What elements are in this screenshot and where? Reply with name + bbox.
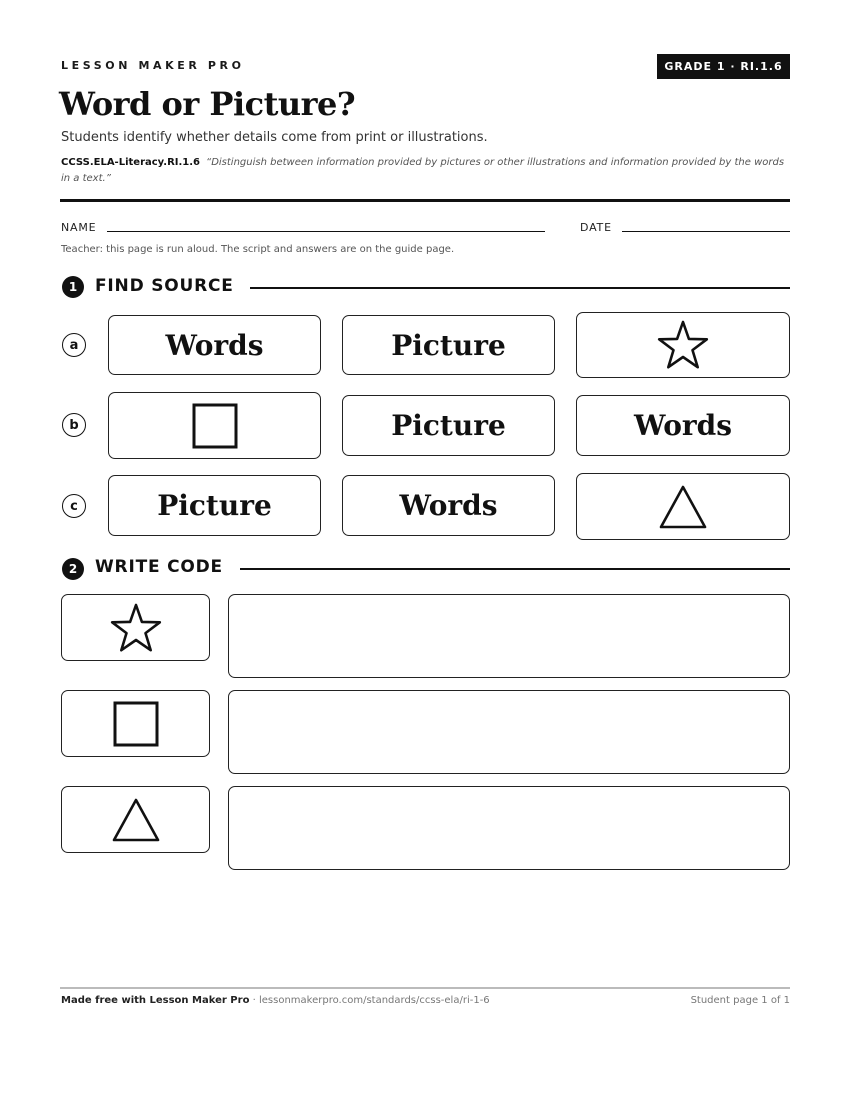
triangle-icon [658, 484, 708, 530]
name-field[interactable] [107, 231, 545, 232]
footer-separator: · [249, 995, 259, 1006]
header-divider [60, 199, 790, 202]
choice-card[interactable] [576, 312, 790, 378]
section-divider [250, 287, 790, 289]
page-subtitle: Students identify whether details come from print or illustrations. [61, 130, 488, 145]
star-icon [656, 320, 710, 370]
choice-card[interactable] [576, 395, 790, 456]
choice-word: Words [634, 409, 732, 442]
write-answer-box[interactable] [228, 594, 790, 678]
section-number: 2 [62, 558, 84, 580]
code-symbol-card [61, 690, 210, 757]
choice-card[interactable] [342, 395, 555, 456]
choice-word: Words [399, 489, 498, 522]
page-title: Word or Picture? [59, 85, 356, 123]
standard-code: CCSS.ELA-Literacy.RI.1.6 [61, 157, 201, 168]
star-icon [109, 603, 163, 653]
footer-url[interactable]: lessonmakerpro.com/standards/ccss-ela/ri-1-6 [258, 995, 490, 1006]
triangle-icon [111, 797, 161, 843]
brand-name: LESSON MAKER PRO [61, 59, 245, 72]
date-field[interactable] [622, 231, 790, 232]
row-label: b [62, 413, 86, 437]
choice-card[interactable] [342, 315, 555, 375]
standard-statement [61, 155, 791, 187]
choice-card[interactable] [576, 473, 790, 540]
name-label: NAME [61, 221, 97, 234]
square-icon [113, 701, 159, 747]
choice-card[interactable] [108, 392, 321, 459]
write-answer-box[interactable] [228, 690, 790, 774]
footer-page-number: Student page 1 of 1 [690, 995, 790, 1006]
row-label: a [62, 333, 86, 357]
teacher-note: Teacher: this page is run aloud. The script and answers are on the guide page. [61, 244, 455, 255]
section-number: 1 [62, 276, 84, 298]
code-symbol-card [61, 786, 210, 853]
choice-card[interactable] [342, 475, 555, 536]
choice-word: Picture [157, 489, 272, 522]
choice-card[interactable] [108, 315, 321, 375]
standard-text: “Distinguish between information provided by pictures or other illustrations and information provided by the words in a text.” [61, 157, 785, 184]
choice-word: Words [165, 328, 264, 362]
row-label: c [62, 494, 86, 518]
section-title: FIND SOURCE [95, 276, 234, 296]
footer-made-with: Made free with Lesson Maker Pro [61, 995, 250, 1006]
footer-divider [60, 987, 790, 989]
square-icon [192, 403, 238, 449]
write-answer-box[interactable] [228, 786, 790, 870]
section-divider [240, 568, 790, 570]
section-title: WRITE CODE [95, 557, 223, 577]
choice-card[interactable] [108, 475, 321, 536]
choice-word: Picture [391, 409, 506, 442]
grade-badge: GRADE 1 · RI.1.6 [657, 54, 790, 79]
choice-word: Picture [391, 328, 506, 362]
code-symbol-card [61, 594, 210, 661]
footer-credit [61, 995, 490, 1006]
date-label: DATE [580, 221, 612, 234]
